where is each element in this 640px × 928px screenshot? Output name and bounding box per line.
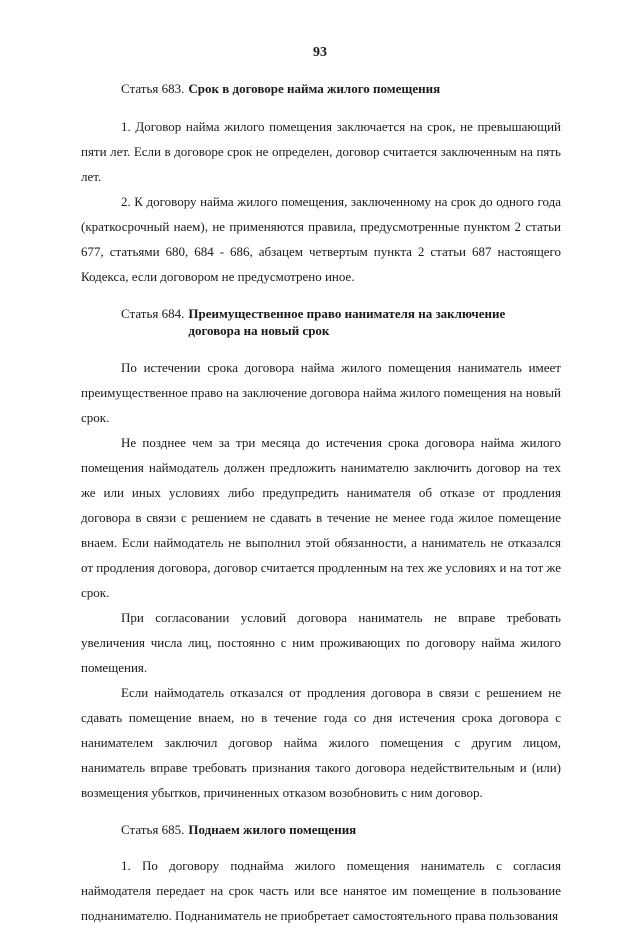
article-label: Статья 685.	[121, 822, 185, 837]
article-label: Статья 683.	[121, 81, 185, 96]
article-684-paragraph-3: При согласовании условий договора наниматель не вправе требовать увеличения числа лиц, постоянно с ним проживающих по договору найма жилого помещения.	[81, 610, 561, 675]
article-label: Статья 684.	[121, 306, 185, 321]
article-title: Срок в договоре найма жилого помещения	[188, 81, 441, 96]
article-683-paragraph-2: 2. К договору найма жилого помещения, заключенному на срок до одного года (краткосрочный наем), не применяются правила, предусмотренные пунктом 2 статьи 677, статьями 680, 684 - 686, абзацем четвертым пункта 2 статьи 687 настоящего Кодекса, если договором не предусмотрено иное.	[81, 194, 561, 284]
article-683-heading	[121, 80, 561, 97]
page-number: 93	[313, 45, 327, 60]
article-683-paragraph-1: 1. Договор найма жилого помещения заключается на срок, не превышающий пяти лет. Если в договоре срок не определен, договор считается заключенным на пять лет.	[81, 119, 561, 184]
article-685-paragraph-1: 1. По договору поднайма жилого помещения наниматель с согласия наймодателя передает на срок часть или все нанятое им помещение в пользование поднанимателю. Поднаниматель не приобретает самостоятельного права пользования	[81, 858, 561, 923]
article-685-heading	[121, 821, 561, 838]
article-title: Преимущественное право нанимателя на заключение договора на новый срок	[188, 306, 506, 338]
article-title: Поднаем жилого помещения	[188, 822, 357, 837]
article-684-paragraph-2: Не позднее чем за три месяца до истечения срока договора найма жилого помещения наймодатель должен предложить нанимателю заключить договор на тех же или иных условиях либо предупредить нанимателя об отказе от продления договора в связи с решением не сдавать в течение не менее года жилое помещение внаем. Если наймодатель не выполнил этой обязанности, а наниматель не отказался от продления договора, договор считается продленным на тех же условиях и на тот же срок.	[81, 435, 561, 600]
page-content	[81, 80, 561, 928]
article-684-heading	[121, 305, 561, 339]
article-684-paragraph-1: По истечении срока договора найма жилого помещения наниматель имеет преимущественное право на заключение договора найма жилого помещения на новый срок.	[81, 360, 561, 425]
article-684-paragraph-4: Если наймодатель отказался от продления договора в связи с решением не сдавать помещение внаем, но в течение года со дня истечения срока договора с нанимателем заключил договор найма жилого помещения с другим лицом, наниматель вправе требовать признания такого договора недействительным и (или) возмещения убытков, причиненных отказом возобновить с ним договор.	[81, 685, 561, 800]
